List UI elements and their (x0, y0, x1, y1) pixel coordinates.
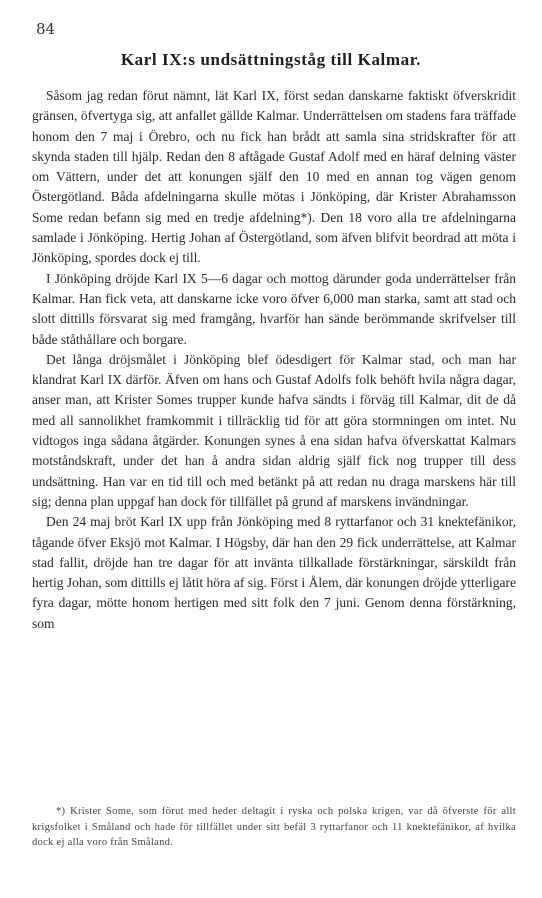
footnote (32, 804, 516, 851)
page-number: 84 (36, 20, 56, 38)
chapter-heading: Karl IX:s undsättningståg till Kalmar. (120, 50, 422, 69)
paragraph-1: Såsom jag redan förut nämnt, lät Karl IX, först sedan danskarne faktiskt öfverskridit gränsen, öfvertyga sig, att anfallet gällde Kalmar. Underrättelsen om stadens fara träffade honom den 7 maj i Örebro, och nu fick han brådt att samla sina stridskrafter för att skynda staden till hjälp. Redan den 8 aftågade Gustaf Adolf med en häraf delning väster om Vättern, under det att konungen själf den 10 med en annan tog vägen genom Östergötland. Båda afdelningarna skulle mötas i Jönköping, där Krister Abrahamsson Some redan befann sig med en tredje afdelning*). Den 18 voro alla tre afdelningarna samlade i Jönköping. Hertig Johan af Östergötland, som äfven blifvit beordrad att möta i Jönköping, spordes dock ej till. (32, 88, 516, 266)
paragraph-4: Den 24 maj bröt Karl IX upp från Jönköping med 8 ryttarfanor och 31 knektefänikor, tågande öfver Eksjö mot Kalmar. I Högsby, där han den 29 fick underrättelse, att Kalmar stad fallit, dröjde han tre dagar för att invänta tillkallade förstärkningar, särskildt från hertig Johan, som dittills ej låtit höra af sig. Först i Ålem, där konungen dröjde ytterligare fyra dagar, mötte honom hertigen med sitt folk den 7 juni. Genom denna förstärkning, som (32, 514, 516, 631)
paragraph-3: Det långa dröjsmålet i Jönköping blef ödesdigert för Kalmar stad, och man har klandrat Karl IX därför. Äfven om hans och Gustaf Adolfs folk behöft hvila några dagar, anser man, att Krister Somes trupper kunde hafva sändts i förväg till Kalmar, dit de då med all sannolikhet framkommit i tillräcklig tid för att göra stormningen om intet. Nu vidtogos inga sådana åtgärder. Konungen synes å ena sidan hafva öfverskattat Kalmars motståndskraft, under det han å andra sidan aldrig själf fick nog trupper till dess undsättning. Han var en tid till och med betänkt på att redan nu draga marskens här till sig; denna plan uppgaf han dock för tillfället på grund af marskens invändningar. (32, 351, 516, 509)
paragraph-2: I Jönköping dröjde Karl IX 5—6 dagar och mottog därunder goda underrättelser från Kalmar. Han fick veta, att danskarne icke voro öfver 6,000 man starka, samt att stad och slott dittills försvarat sig med framgång, hvarför han sände berömmande skrifvelser till både ståthållare och borgare. (32, 270, 516, 347)
body-text (32, 86, 516, 634)
footnote-text: *) Krister Some, som förut med heder deltagit i ryska och polska krigen, var då öfverste för allt krigsfolket i Småland och hade för tillfället under sitt befäl 3 ryttarfanor och 11 knektefänikor, af hvilka dock ej alla voro från Småland. (32, 806, 516, 848)
